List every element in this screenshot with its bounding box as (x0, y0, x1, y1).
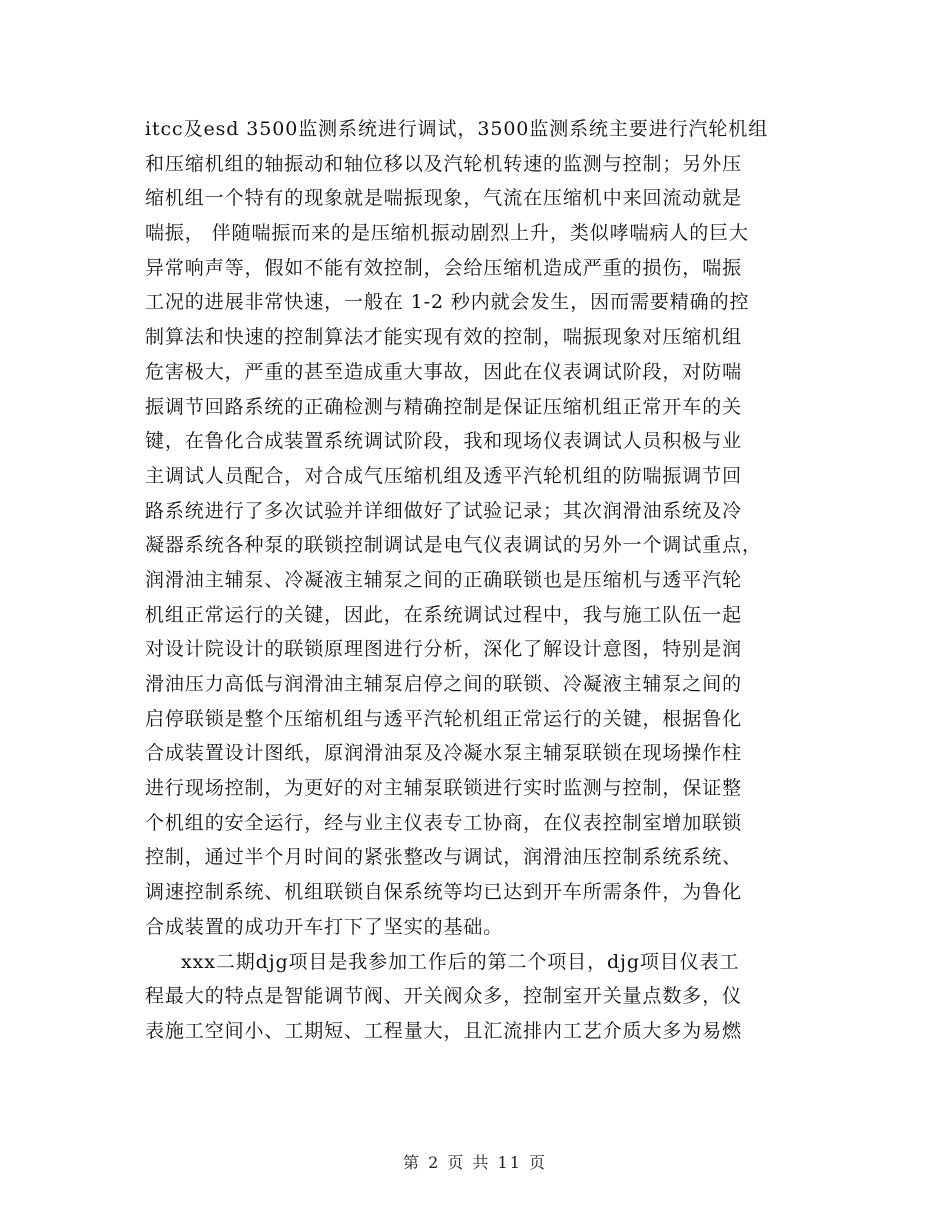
page-footer: 第 2 页 共 11 页 (403, 1153, 547, 1172)
text-line: 路系统进行了多次试验并详细做好了试验记录；其次润滑油系统及冷 (145, 499, 743, 522)
text-line: 机组正常运行的关键，因此，在系统调试过程中，我与施工队伍一起 (145, 603, 743, 626)
text-line: 润滑油主辅泵、冷凝液主辅泵之间的正确联锁也是压缩机与透平汽轮 (145, 568, 743, 591)
text-line: 危害极大，严重的甚至造成重大事故，因此在仪表调试阶段，对防喘 (145, 360, 743, 383)
text-line: 合成装置的成功开车打下了坚实的基础。 (145, 915, 504, 938)
text-line: 异常响声等，假如不能有效控制，会给压缩机造成严重的损伤，喘振 (145, 256, 743, 279)
text-line: 和压缩机组的轴振动和轴位移以及汽轮机转速的监测与控制；另外压 (145, 152, 743, 175)
text-line: 振调节回路系统的正确检测与精确控制是保证压缩机组正常开车的关 (145, 395, 743, 418)
text-line: 启停联锁是整个压缩机组与透平汽轮机组正常运行的关键，根据鲁化 (145, 707, 743, 730)
text-line: 滑油压力高低与润滑油主辅泵启停之间的联锁、冷凝液主辅泵之间的 (145, 673, 743, 695)
text-line: 主调试人员配合，对合成气压缩机组及透平汽轮机组的防喘振调节回 (145, 464, 743, 487)
text-line: 缩机组一个特有的现象就是喘振现象，气流在压缩机中来回流动就是 (145, 187, 743, 210)
text-line: 键，在鲁化合成装置系统调试阶段，我和现场仪表调试人员积极与业 (145, 430, 743, 453)
text-line: itcc及esd 3500监测系统进行调试，3500监测系统主要进行汽轮机组 (145, 118, 769, 140)
text-line: 凝器系统各种泵的联锁控制调试是电气仪表调试的另外一个调试重点， (145, 534, 762, 557)
text-line: 制算法和快速的控制算法才能实现有效的控制，喘振现象对压缩机组 (145, 326, 743, 349)
text-line: 个机组的安全运行，经与业主仪表专工协商，在仪表控制室增加联锁 (145, 811, 743, 834)
text-line: 喘振， 伴随喘振而来的是压缩机振动剧烈上升，类似哮喘病人的巨大 (145, 222, 749, 245)
text-line: 工况的进展非常快速，一般在 1-2 秒内就会发生，因而需要精确的控 (145, 291, 750, 314)
body-text (145, 112, 805, 1049)
text-line: 合成装置设计图纸，原润滑油泵及冷凝水泵主辅泵联锁在现场操作柱 (145, 742, 743, 765)
text-line: 对设计院设计的联锁原理图进行分析，深化了解设计意图，特别是润 (145, 638, 743, 661)
text-line: 调速控制系统、机组联锁自保系统等均已达到开车所需条件，为鲁化 (145, 881, 743, 904)
text-line: 表施工空间小、工期短、工程量大，且汇流排内工艺介质大多为易燃 (145, 1019, 743, 1042)
paragraph-first-line: xxx二期djg项目是我参加工作后的第二个项目，djg项目仪表工 (181, 950, 740, 973)
text-line: 控制，通过半个月时间的紧张整改与调试，润滑油压控制系统系统、 (145, 846, 743, 869)
text-line: 进行现场控制，为更好的对主辅泵联锁进行实时监测与控制，保证整 (145, 777, 743, 800)
text-line: 程最大的特点是智能调节阀、开关阀众多，控制室开关量点数多，仪 (145, 985, 743, 1008)
